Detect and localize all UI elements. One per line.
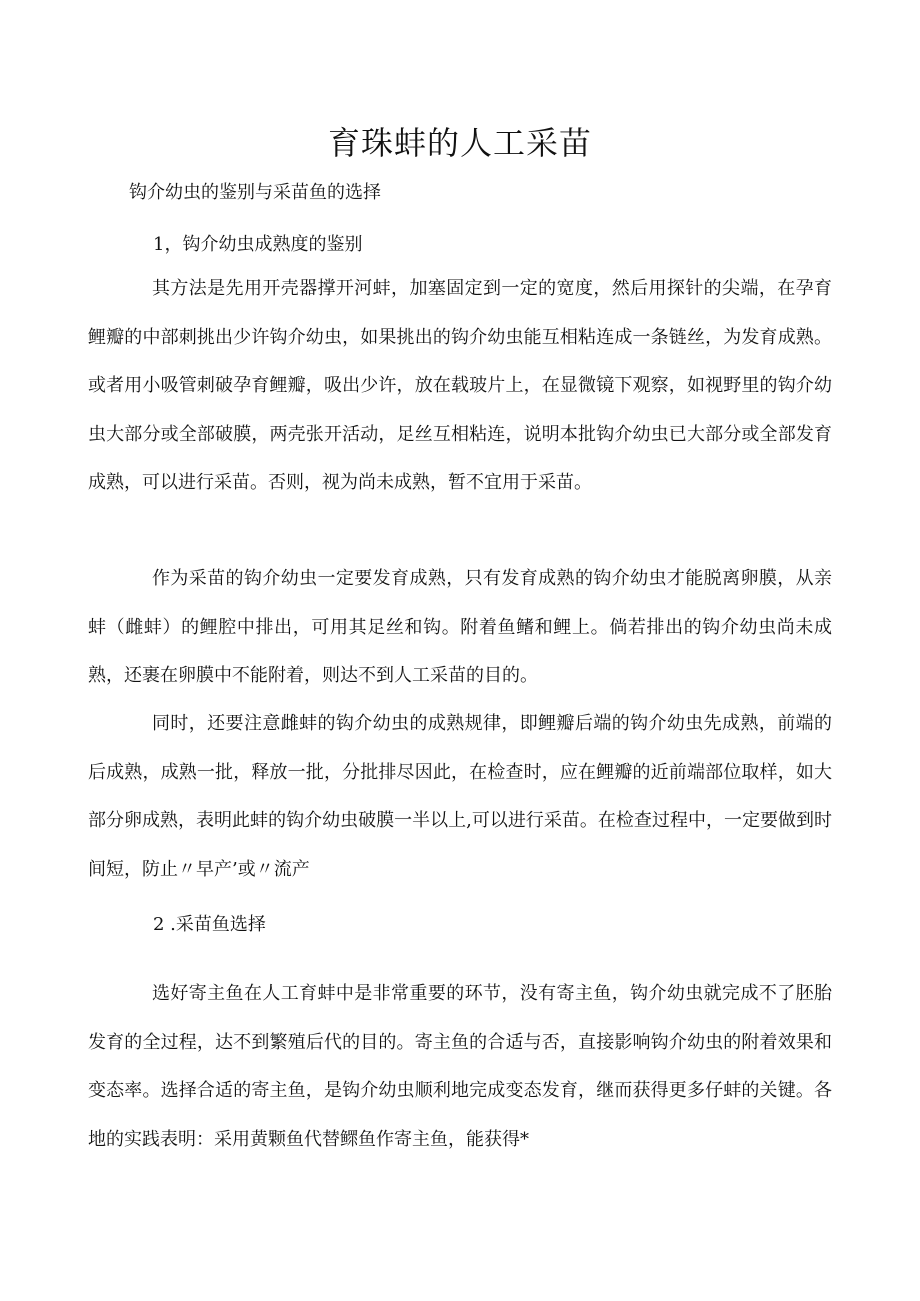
- body-paragraph: 选好寄主鱼在人工育蚌中是非常重要的环节，没有寄主鱼，钩介幼虫就完成不了胚胎发育的全过程，达不到繁殖后代的目的。寄主鱼的合适与否，直接影响钩介幼虫的附着效果和变态率。选择合适的寄主鱼，是钩介幼虫顺利地完成变态发育，继而获得更多仔蚌的关键。各地的实践表明：采用黄颗鱼代替鳏鱼作寄主鱼，能获得*: [88, 983, 832, 1150]
- page-title: 育珠蚌的人工采苗: [327, 124, 592, 162]
- body-paragraph: 其方法是先用开壳器撑开河蚌，加塞固定到一定的宽度，然后用探针的尖端，在孕育鲤瓣的中部刺挑出少许钩介幼虫，如果挑出的钩介幼虫能互相粘连成一条链丝，为发育成熟。或者用小吸管刺破孕育鲤瓣，吸出少许，放在载玻片上，在显微镜下观察，如视野里的钩介幼虫大部分或全部破膜，两壳张开活动，足丝互相粘连，说明本批钩介幼虫已大部分或全部发育成熟，可以进行采苗。否则，视为尚未成熟，暂不宜用于采苗。: [88, 278, 832, 493]
- section-heading-1: 1，钩介幼虫成熟度的鉴别: [153, 234, 363, 255]
- body-paragraph: 作为采苗的钩介幼虫一定要发育成熟，只有发育成熟的钩介幼虫才能脱离卵膜，从亲蚌（雌蚌）的鲤腔中排出，可用其足丝和钩。附着鱼鳍和鲤上。倘若排出的钩介幼虫尚未成熟，还裹在卵膜中不能附着，则达不到人工采苗的目的。: [88, 568, 832, 686]
- document-subtitle: 钩介幼虫的鉴别与采苗鱼的选择: [129, 182, 381, 203]
- section-heading-2: 2 .采苗鱼选择: [153, 914, 266, 935]
- body-paragraph: 同时，还要注意雌蚌的钩介幼虫的成熟规律，即鲤瓣后端的钩介幼虫先成熟，前端的后成熟，成熟一批，释放一批，分批排尽因此，在检查时，应在鲤瓣的近前端部位取样，如大部分卵成熟，表明此蚌的钩介幼虫破膜一半以上,可以进行采苗。在检查过程中，一定要做到时间短，防止〃早产’或〃流产: [88, 713, 832, 880]
